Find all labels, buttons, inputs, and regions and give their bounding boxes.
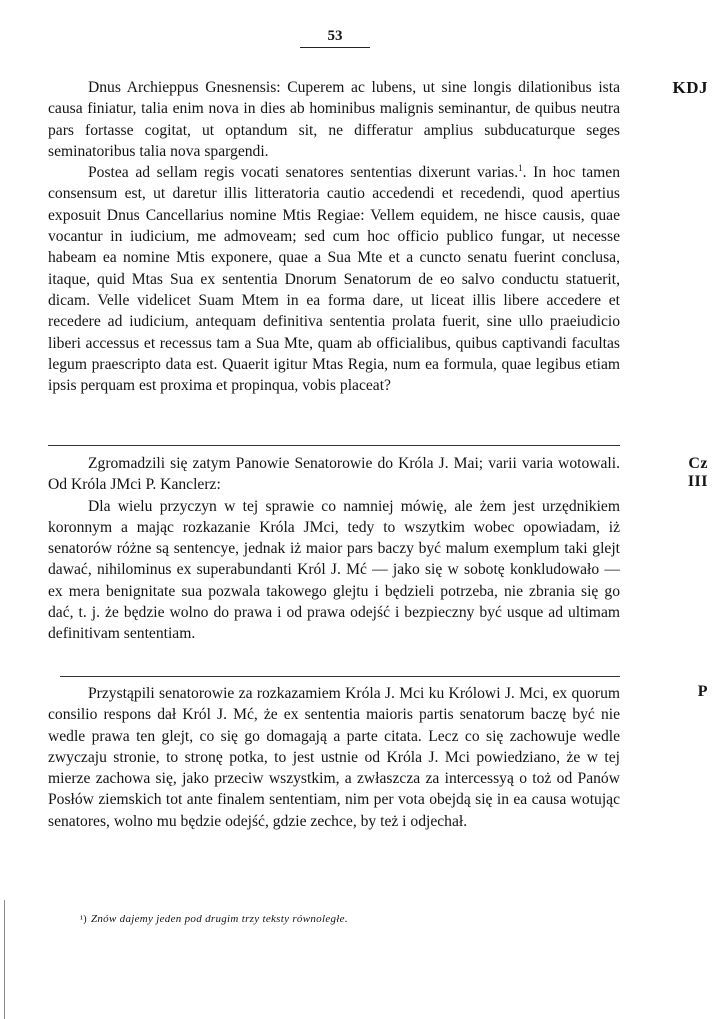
page-number: 53 [300, 28, 370, 48]
footnote [80, 913, 348, 925]
margin-marker-kdj: KDJ [672, 78, 708, 97]
margin-marker-iii: III [687, 473, 708, 490]
senators-paragraph-body: . In hoc tamen consensum est, ut daretur illis litteratoria cautio accedendi et recedendi, quod apertius exposuit Dnus Cancellarius nomine Mtis Regiae: Vellem equidem, ne hisce causis, quae vocantur in iudicium, me admoveam; sed cum hoc officio publico fungar, ut necesse habeam ea nomine Mtis exponere, quae a Sua Mte et a cuncto senatu fuerint conclusa, itaque, quid Mtas Sua ex sententia Dnorum Senatorum de eo salvo conductu statuerit, dicam. Velle videlicet Suam Mtem in ea forma dare, ut liceat illis libere accedere et recedere ad iudicium, antequam definitiva sententia prolata fuerit, sine ullo praeiudicio liberi accessus et recessus tam a Sua Mte, quam ab officialibus, quibus captivandi facultas legum praescripto data est. Quaerit igitur Mtas Regia, num ea formula, quae legibus etiam ipsis perquam est proxima et propinqua, vobis placeat? [48, 164, 620, 395]
scan-edge-line [4, 900, 5, 1019]
senators-gathered-paragraph: Zgromadzili się zatym Panowie Senatorowie do Króla J. Mai; varii varia wotowali. Od Króla JMci P. Kanclerz: [48, 455, 620, 494]
margin-marker-p: P [697, 683, 708, 700]
polish-text-section-p [48, 683, 620, 832]
latin-text-section [48, 77, 620, 396]
archbishop-paragraph: Dnus Archieppus Gnesnensis: Cuperem ac lubens, ut sine longis dilationibus ista causa finiatur, talia enim nova in dies ab hominibus malignis seminantur, de quibus neutra pars fortasse cogitat, ut optandum sit, ne differatur amplius subducaturque seges seminatoribus talia nova spargendi. [48, 79, 620, 160]
footnote-text: Znów dajemy jeden pod drugim trzy teksty równoległe. [90, 913, 348, 925]
margin-marker-cz: Cz [688, 455, 708, 472]
senators-paragraph [48, 162, 620, 396]
chancellor-speech-paragraph: Dla wielu przyczyn w tej sprawie co namniej mówię, ale żem jest urzędnikiem koronnym a mając rozkazanie Króla JMci, tedy to wszytkim wobec opowiadam, iż senatorów różne są sentencye, jednak iż maior pars baczy być malum exemplum taki glejt dawać, nihilominus ex superabundanti Król J. Mć — jako się w sobotę konkludowało — ex mera benignitate sua pozwala takowego glejtu i będzieli potrzeba, nie zbrania się go dać, t. j. że będzie wolno do prawa i od prawa odejść i bezpieczny być usque ad ultimam definitivam sententiam. [48, 497, 620, 643]
polish-text-section-cz [48, 453, 620, 645]
section-divider [60, 676, 620, 677]
footnote-reference: 1 [518, 163, 523, 173]
king-response-paragraph: Przystąpili senatorowie za rozkazamiem Króla J. Mci ku Królowi J. Mci, ex quorum consilio respons dał Król J. Mć, że ex sententia maioris partis senatorum baczę być nie wedle prawa ten glejt, co się go domagają a parte citata. Lecz co się zachowuje wedle zwyczaju stronie, to stronę potka, to jest ustnie od Króla J. Mci powiedziano, że w tej mierze zachowa się, jako przeciw wszystkim, a zwłaszcza za intercessyą o toż od Panów Posłów ziemskich tot ante finalem sententiam, nim per vota obejdą się in ea causa wotując senatores, wolno mu będzie odejść, gdzie zechce, by też i odjechał. [48, 685, 620, 830]
senators-paragraph-lead: Postea ad sellam regis vocati senatores sententias dixerunt varias. [88, 164, 519, 182]
footnote-mark: ¹) [80, 914, 87, 925]
section-divider [48, 445, 620, 446]
